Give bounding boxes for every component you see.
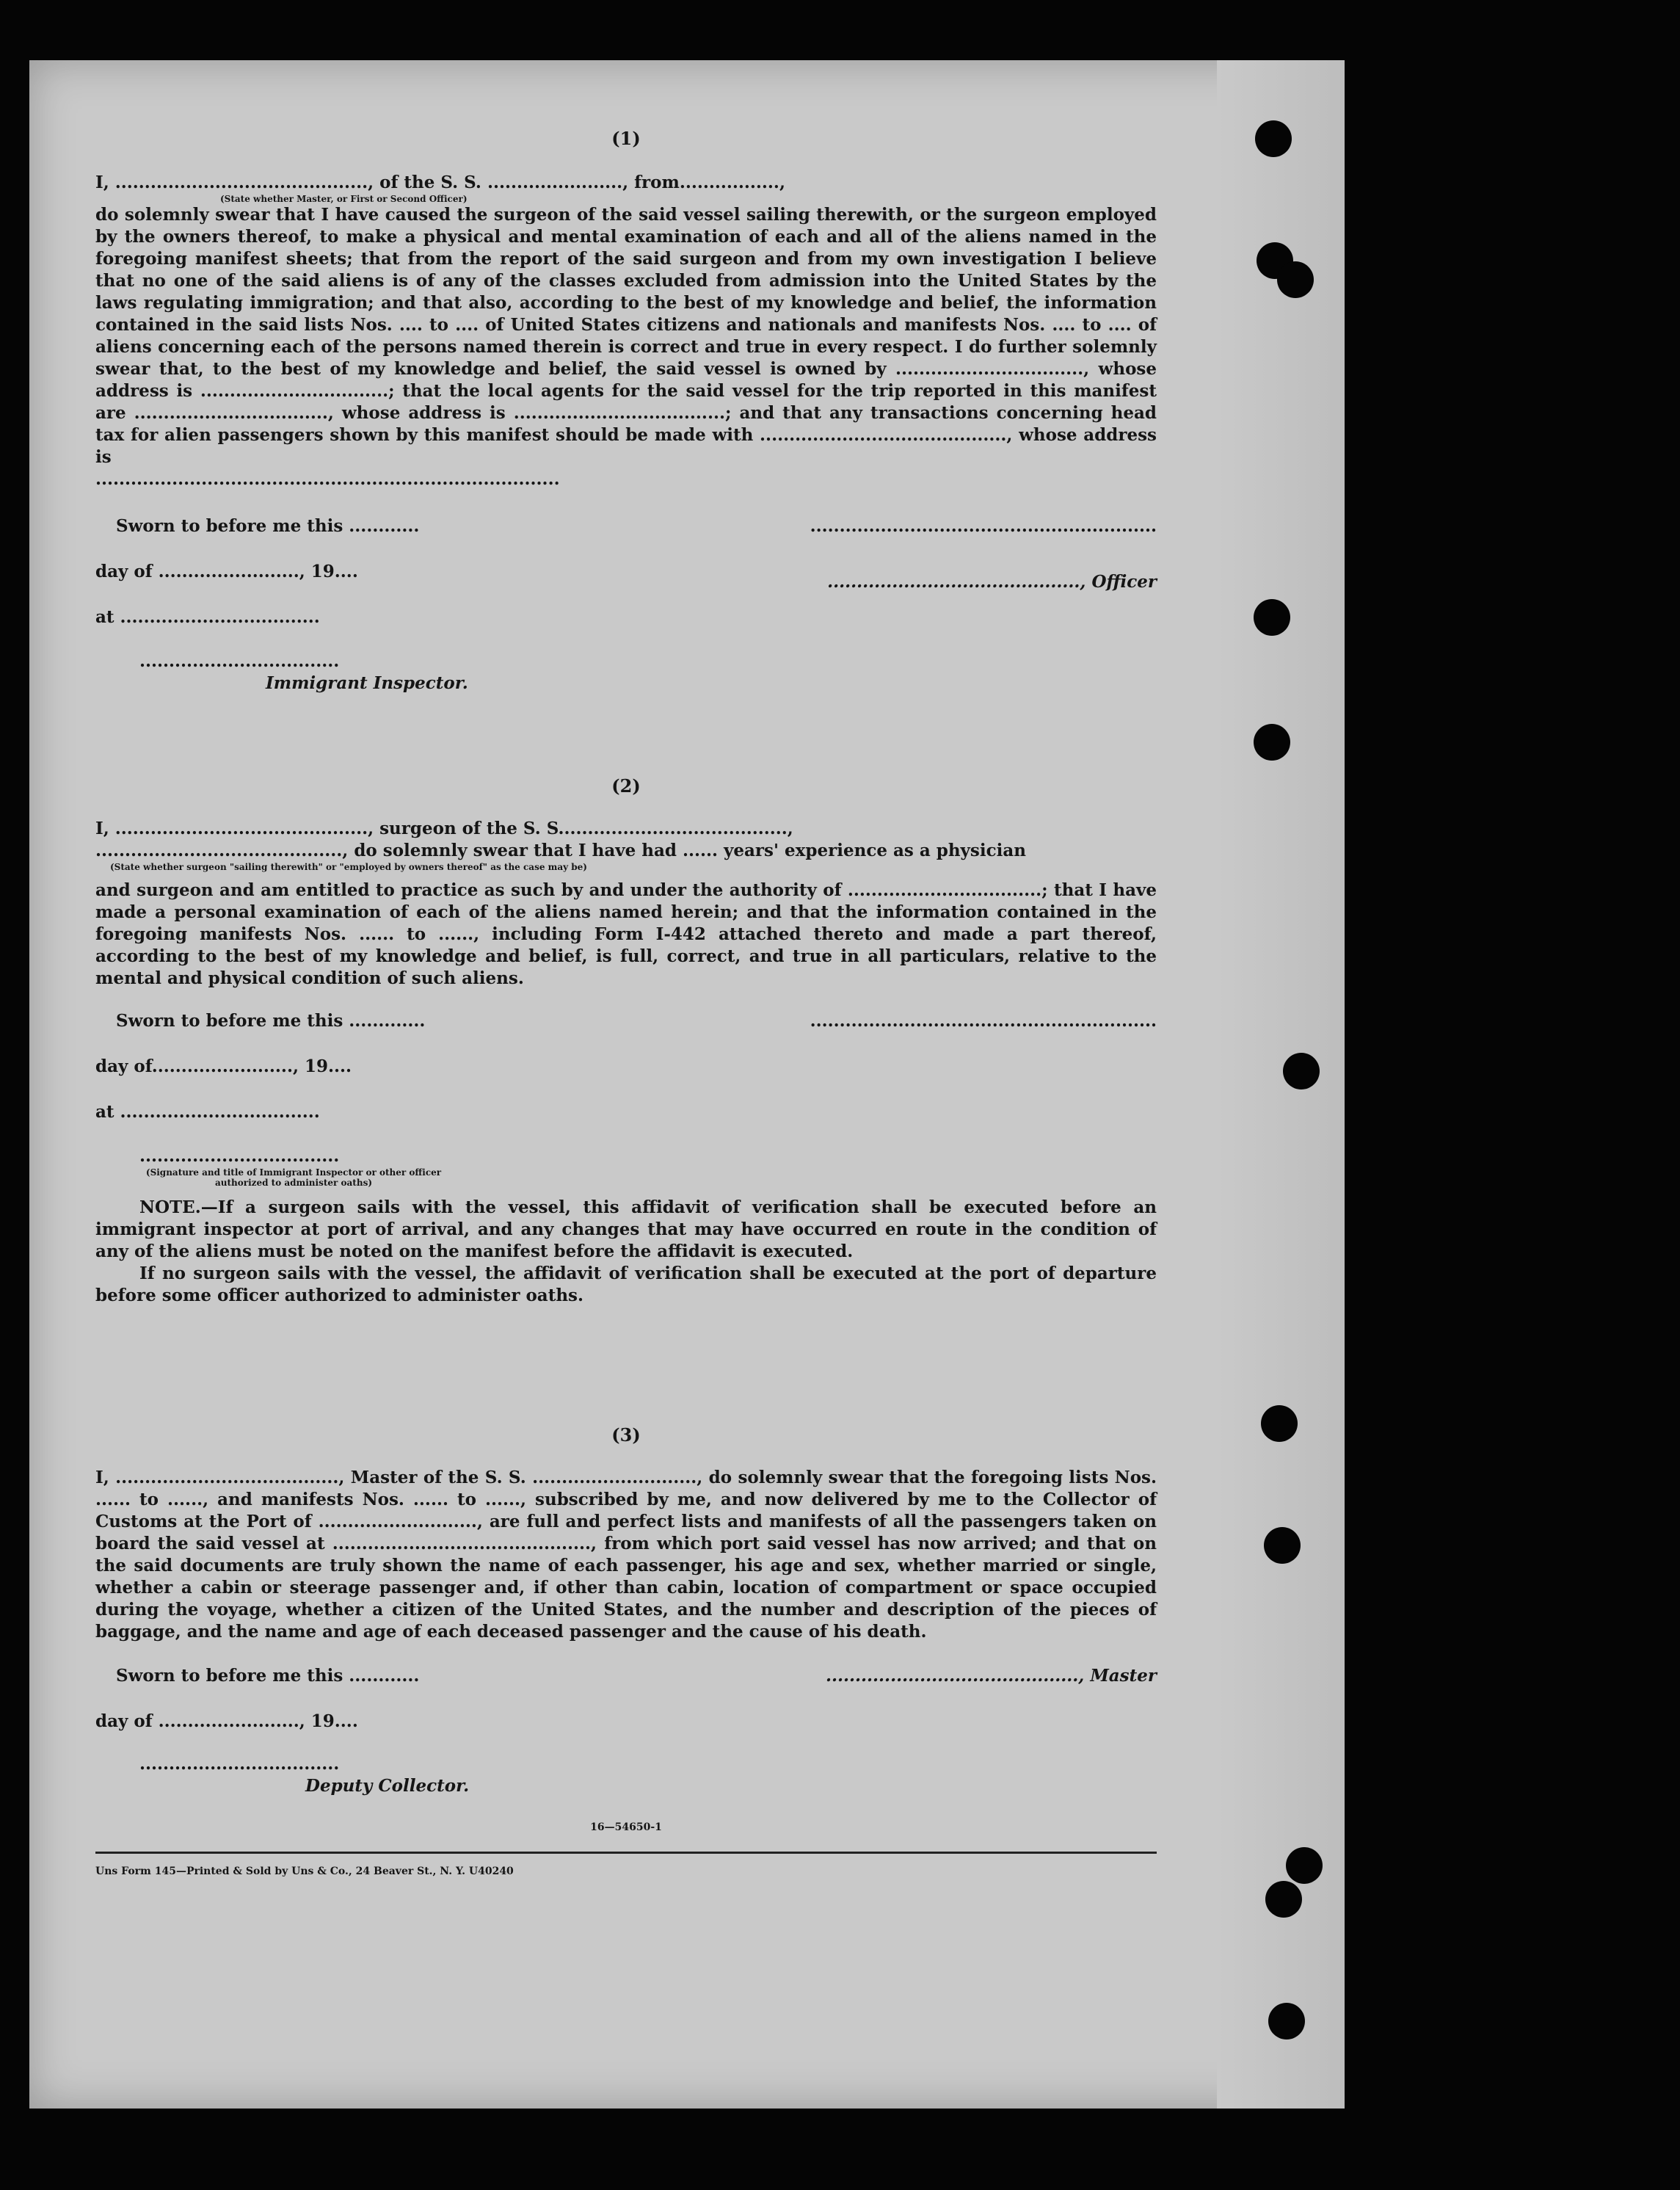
punch-hole <box>1264 1527 1301 1564</box>
punch-hole <box>1254 599 1290 636</box>
collector-title: Deputy Collector. <box>305 1776 470 1796</box>
printer-footer: Uns Form 145—Printed & Sold by Uns & Co., 24 Beaver St., N. Y. U40240 <box>95 1866 514 1877</box>
day-line: day of ........................, 19.... <box>95 562 358 581</box>
punch-hole <box>1261 1405 1298 1442</box>
inspector-title: Immigrant Inspector. <box>266 673 468 693</box>
at-line: at .................................. <box>95 607 320 627</box>
collector-signature: .................................. <box>139 1754 340 1774</box>
oath-body: I, ......................................, Master of the S. S. ............................, do solemnly swear that the foregoing lists Nos. ...... to ......, and manifests Nos. ...... to ......, subscribed by me, and now delivered by me to the Collector of Customs at the Port of ..........................., are full and perfect lists and manifests of all the passengers taken on board the said vessel at ............................................, from which port said vessel has now arrived; and that on the said documents are truly shown the name of each passenger, his age and sex, whether married or single, whether a cabin or steerage passenger and, if other than cabin, location of compartment or space occupied during the voyage, whether a citizen of the United States, and the number and description of the pieces of baggage, and the name and age of each deceased passenger and the cause of his death. <box>95 1468 1157 1642</box>
form-code: 16—54650-1 <box>590 1821 662 1833</box>
dotted-line: ............................................................................... <box>95 469 560 489</box>
punch-hole <box>1283 1053 1320 1089</box>
punch-hole <box>1268 2003 1305 2039</box>
section-1 <box>95 128 1157 695</box>
signature-line: ........................................................... <box>810 516 1157 536</box>
section-number: (1) <box>611 128 641 149</box>
field-caption: (State whether Master, or First or Second Officer) <box>220 194 468 204</box>
oath-line: .........................................., do solemnly swear that I have had ...... years' experience as a physician <box>95 841 1026 860</box>
official-signature: .................................. <box>139 1146 340 1166</box>
at-line: at .................................. <box>95 1102 320 1122</box>
day-line: day of ........................, 19.... <box>95 1711 358 1731</box>
officer-line: ..........................................., Officer <box>827 572 1157 592</box>
footer-rule <box>95 1852 1157 1854</box>
section-2 <box>95 775 1157 1307</box>
oath-body: do solemnly swear that I have caused the surgeon of the said vessel sailing therewith, or the surgeon employed by the owners thereof, to make a physical and mental examination of each and all of the aliens named in the foregoing manifest sheets; that from the report of the said surgeon and from my own investigation I believe that no one of the said aliens is of any of the classes excluded from admission into the United States by the laws regulating immigration; and that also, according to the best of my knowledge and belief, the information contained in the said lists Nos. .... to .... of United States citizens and nationals and manifests Nos. .... to .... of aliens concerning each of the persons named therein is correct and true in every respect. I do further solemnly swear that, to the best of my knowledge and belief, the said vessel is owned by ................................, whose address is ................................; that the local agents for the said vessel for the trip reported in this manifest are ................................., whose address is ....................................; and that any transactions concerning head tax for alien passengers shown by this manifest should be made with .........................................., whose address is <box>95 205 1157 467</box>
section-number: (2) <box>611 775 641 797</box>
section-number: (3) <box>611 1424 641 1446</box>
oath-line: I, ..........................................., surgeon of the S. S......................................., <box>95 819 793 838</box>
sworn-line: Sworn to before me this ............ <box>116 1666 420 1686</box>
sworn-line: Sworn to before me this ............. <box>116 1011 426 1031</box>
signature-line: ........................................................... <box>810 1011 1157 1031</box>
master-line: ..........................................., Master <box>825 1666 1157 1686</box>
note-paragraph: If no surgeon sails with the vessel, the affidavit of verification shall be executed at the port of departure before some officer authorized to administer oaths. <box>95 1263 1157 1305</box>
punch-hole <box>1265 1881 1302 1918</box>
day-line: day of........................, 19.... <box>95 1056 352 1076</box>
punch-hole <box>1277 261 1314 298</box>
oath-body: and surgeon and am entitled to practice as such by and under the authority of .................................; that I have made a personal examination of each of the aliens named herein; and that the information contained in the foregoing manifests Nos. ...... to ......, including Form I-442 attached thereto and made a part thereof, according to the best of my knowledge and belief, is full, correct, and true in all particulars, relative to the mental and physical condition of such aliens. <box>95 880 1157 988</box>
punch-hole <box>1254 724 1290 761</box>
punch-hole <box>1286 1847 1323 1884</box>
inspector-signature: .................................. <box>139 651 340 671</box>
signature-caption: (Signature and title of Immigrant Inspector or other officer authorized to administer oaths) <box>145 1167 442 1188</box>
oath-line: I, ..........................................., of the S. S. ......................., from................., <box>95 173 785 192</box>
section-3 <box>95 1424 1157 1797</box>
binding-strip <box>1217 60 1345 2109</box>
sworn-line: Sworn to before me this ............ <box>116 516 420 536</box>
field-caption: (State whether surgeon "sailing therewith" or "employed by owners thereof" as the case may be) <box>110 862 587 872</box>
note-paragraph: NOTE.—If a surgeon sails with the vessel, this affidavit of verification shall be executed before an immigrant inspector at port of arrival, and any changes that may have occurred en route in the condition of any of the aliens must be noted on the manifest before the affidavit is executed. <box>95 1197 1157 1261</box>
punch-hole <box>1255 120 1292 157</box>
